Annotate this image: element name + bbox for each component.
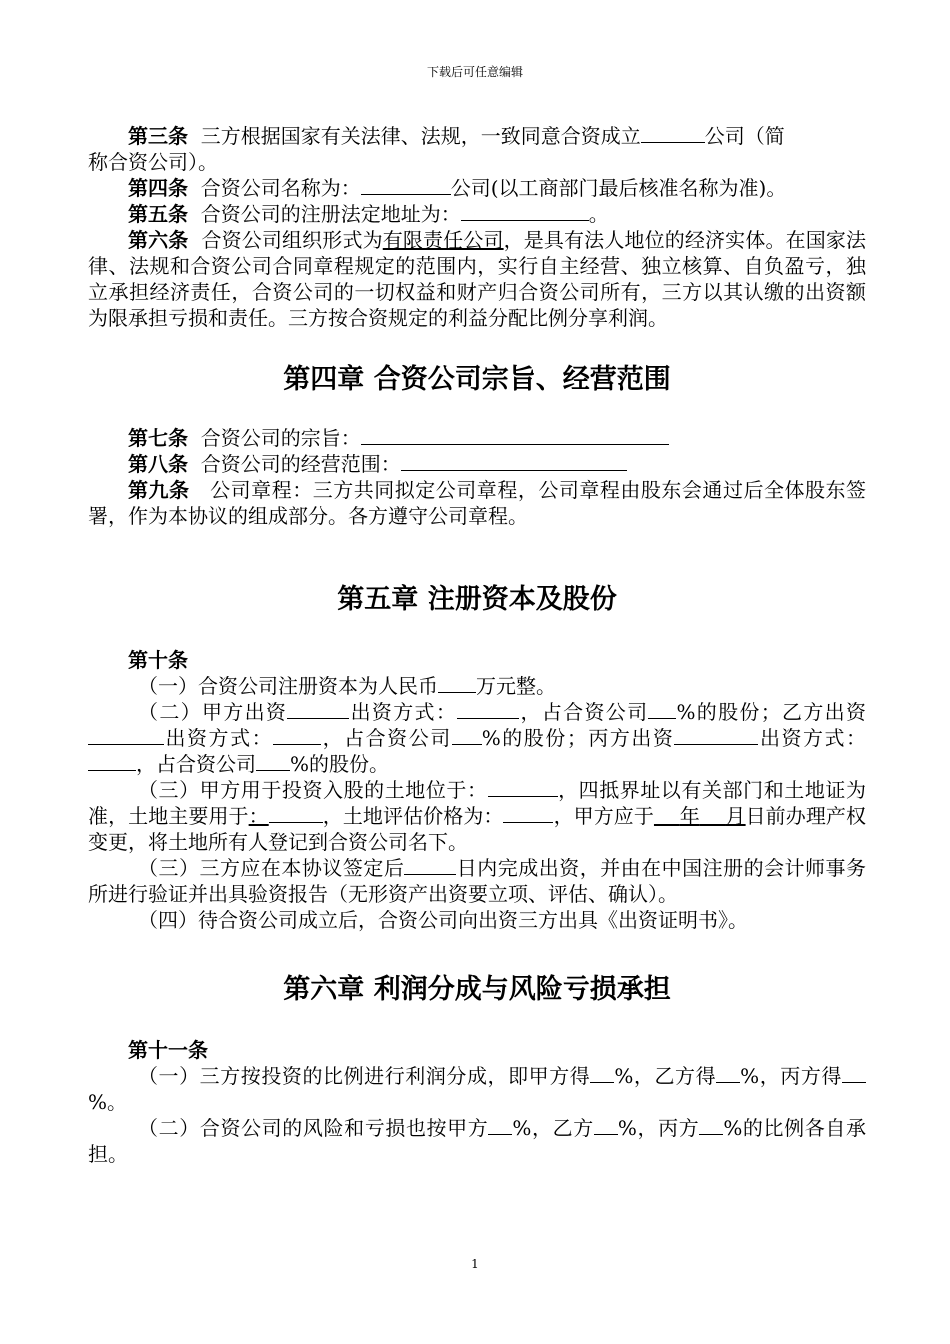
- item-text: 月: [725, 804, 746, 828]
- article-10-label: [88, 647, 866, 673]
- item-text: %的股份。: [290, 752, 390, 776]
- article-9: [88, 477, 866, 529]
- item-text: %的股份；丙方出资: [481, 726, 675, 750]
- article-text: 公司（简: [704, 124, 785, 148]
- item-text: （二）合资公司的风险和亏损也按甲方: [138, 1116, 489, 1140]
- item-text: 日内完成出资，并由在中国注册的会计师事务所进行验证并出具验资报告（无形资产出资要立项、评估、确认）。: [88, 856, 867, 906]
- blank-line[interactable]: [452, 726, 482, 745]
- article-label: 第十条: [128, 648, 188, 672]
- item-text: %，丙方得: [740, 1064, 842, 1088]
- blank-line[interactable]: [361, 176, 451, 195]
- company-type: 有限责任公司: [382, 228, 504, 252]
- item-text: ，占合资公司: [136, 752, 256, 776]
- article-8: [88, 451, 866, 477]
- blank-line[interactable]: [401, 452, 627, 471]
- blank-line[interactable]: [488, 1116, 512, 1135]
- item-text: %的比例各自承担。: [88, 1116, 866, 1166]
- article-10-item-1: [88, 673, 866, 699]
- chapter-6-title: 第六章 利润分成与风险亏损承担: [283, 974, 671, 1005]
- item-text: 出资方式：: [164, 726, 274, 750]
- item-text: 年: [679, 804, 700, 828]
- article-text: 合资公司名称为：: [200, 176, 361, 200]
- article-text: 。: [588, 202, 609, 226]
- article-text: ，是具有法人地位的经济实体。在国家法律、法规和合资公司合同章程规定的范围内，实行自主经营、独立核算、自负盈亏，独立承担经济责任，合资公司的一切权益和财产归合资公司所有，三方以其认缴的出资额为限承担亏损和责任。三方按合资规定的利益分配比例分享利润。: [88, 228, 867, 330]
- item-text: 日前办理产权变更，将土地所有人登记到合资公司名下。: [88, 804, 866, 854]
- blank-line[interactable]: [488, 778, 558, 797]
- blank-line[interactable]: [461, 202, 589, 221]
- article-label: 第六条: [128, 228, 189, 252]
- blank-line[interactable]: [88, 752, 136, 771]
- item-text: %，乙方: [512, 1116, 594, 1140]
- date-fill: [654, 804, 746, 828]
- blank-line[interactable]: [269, 804, 323, 823]
- article-11-item-1: [88, 1063, 866, 1115]
- item-text: %。: [88, 1090, 128, 1114]
- blank-line[interactable]: [273, 726, 321, 745]
- article-label: 第五条: [128, 202, 188, 226]
- blank-line[interactable]: [88, 726, 164, 745]
- article-text: 合资公司的注册法定地址为：: [200, 202, 461, 226]
- item-text: ，四抵界址以有关部门和土地证为准，土地主要用于: [88, 778, 866, 828]
- chapter-4-title: 第四章 合资公司宗旨、经营范围: [283, 364, 671, 395]
- article-label: 第八条: [128, 452, 188, 476]
- document-body: [88, 123, 866, 1167]
- article-6: [88, 227, 866, 331]
- article-10-item-3: [88, 777, 866, 855]
- article-text: 合资公司的经营范围：: [200, 452, 401, 476]
- blank-line[interactable]: [648, 700, 676, 719]
- article-7: [88, 425, 866, 451]
- article-label: 第九条: [128, 478, 190, 502]
- page-number: 1: [471, 1257, 479, 1271]
- item-text: （一）合资公司注册资本为人民币: [138, 674, 438, 698]
- item-text: （三）甲方用于投资入股的土地位于：: [138, 778, 488, 802]
- blank-line[interactable]: [404, 856, 456, 875]
- item-text: ，土地评估价格为：: [322, 804, 504, 828]
- item-text: ，占合资公司: [519, 700, 649, 724]
- blank-line[interactable]: [594, 1116, 618, 1135]
- item-text: ，占合资公司: [321, 726, 452, 750]
- article-text: 合资公司的宗旨：: [200, 426, 361, 450]
- blank-line[interactable]: [287, 700, 349, 719]
- blank-line[interactable]: [842, 1064, 866, 1083]
- blank-line[interactable]: [438, 674, 476, 693]
- article-11-label: [88, 1037, 866, 1063]
- item-text: （一）三方按投资的比例进行利润分成，即甲方得: [138, 1064, 591, 1088]
- blank-line[interactable]: [457, 700, 519, 719]
- item-text: （三）三方应在本协议签定后: [138, 856, 405, 880]
- article-11-item-2: [88, 1115, 866, 1167]
- page-header: 下载后可任意编辑: [426, 65, 523, 79]
- chapter-5-title: 第五章 注册资本及股份: [337, 584, 617, 615]
- article-text: 称合资公司）。: [88, 150, 218, 174]
- article-label: 第三条: [128, 124, 188, 148]
- blank-line[interactable]: [716, 1064, 740, 1083]
- article-text: 三方根据国家有关法律、法规，一致同意合资成立: [200, 124, 641, 148]
- blank-line[interactable]: [361, 426, 669, 445]
- item-text: %，丙方: [617, 1116, 700, 1140]
- article-text: 公司章程：三方共同拟定公司章程，公司章程由股东会通过后全体股东签署，作为本协议的组成部分。各方遵守公司章程。: [88, 478, 867, 528]
- item-text: （二）甲方出资: [138, 700, 288, 724]
- article-10-item-4: [88, 855, 866, 907]
- blank-line[interactable]: [641, 124, 705, 143]
- item-text: （四）待合资公司成立后，合资公司向出资三方出具《出资证明书》。: [138, 908, 748, 932]
- article-3: [88, 123, 866, 175]
- item-text: %的股份；乙方出资: [676, 700, 867, 724]
- article-text: 合资公司组织形式为: [201, 228, 383, 252]
- item-text: ：: [248, 804, 269, 828]
- item-text: %，乙方得: [614, 1064, 717, 1088]
- blank-line[interactable]: [256, 752, 290, 771]
- article-label: 第十一条: [128, 1038, 208, 1062]
- article-10-item-5: [88, 907, 866, 933]
- article-10-item-2: [88, 699, 866, 777]
- article-label: 第四条: [128, 176, 188, 200]
- blank-line[interactable]: [674, 726, 758, 745]
- blank-line[interactable]: [503, 804, 553, 823]
- article-4: [88, 175, 866, 201]
- blank-line[interactable]: [699, 1116, 723, 1135]
- blank-line[interactable]: [590, 1064, 614, 1083]
- article-text: 公司(以工商部门最后核准名称为准)。: [450, 176, 787, 200]
- item-text: 万元整。: [476, 674, 556, 698]
- article-label: 第七条: [128, 426, 188, 450]
- article-5: [88, 201, 866, 227]
- item-text: 出资方式：: [349, 700, 458, 724]
- item-text: ，甲方应于: [553, 804, 654, 828]
- item-text: 出资方式：: [758, 726, 867, 750]
